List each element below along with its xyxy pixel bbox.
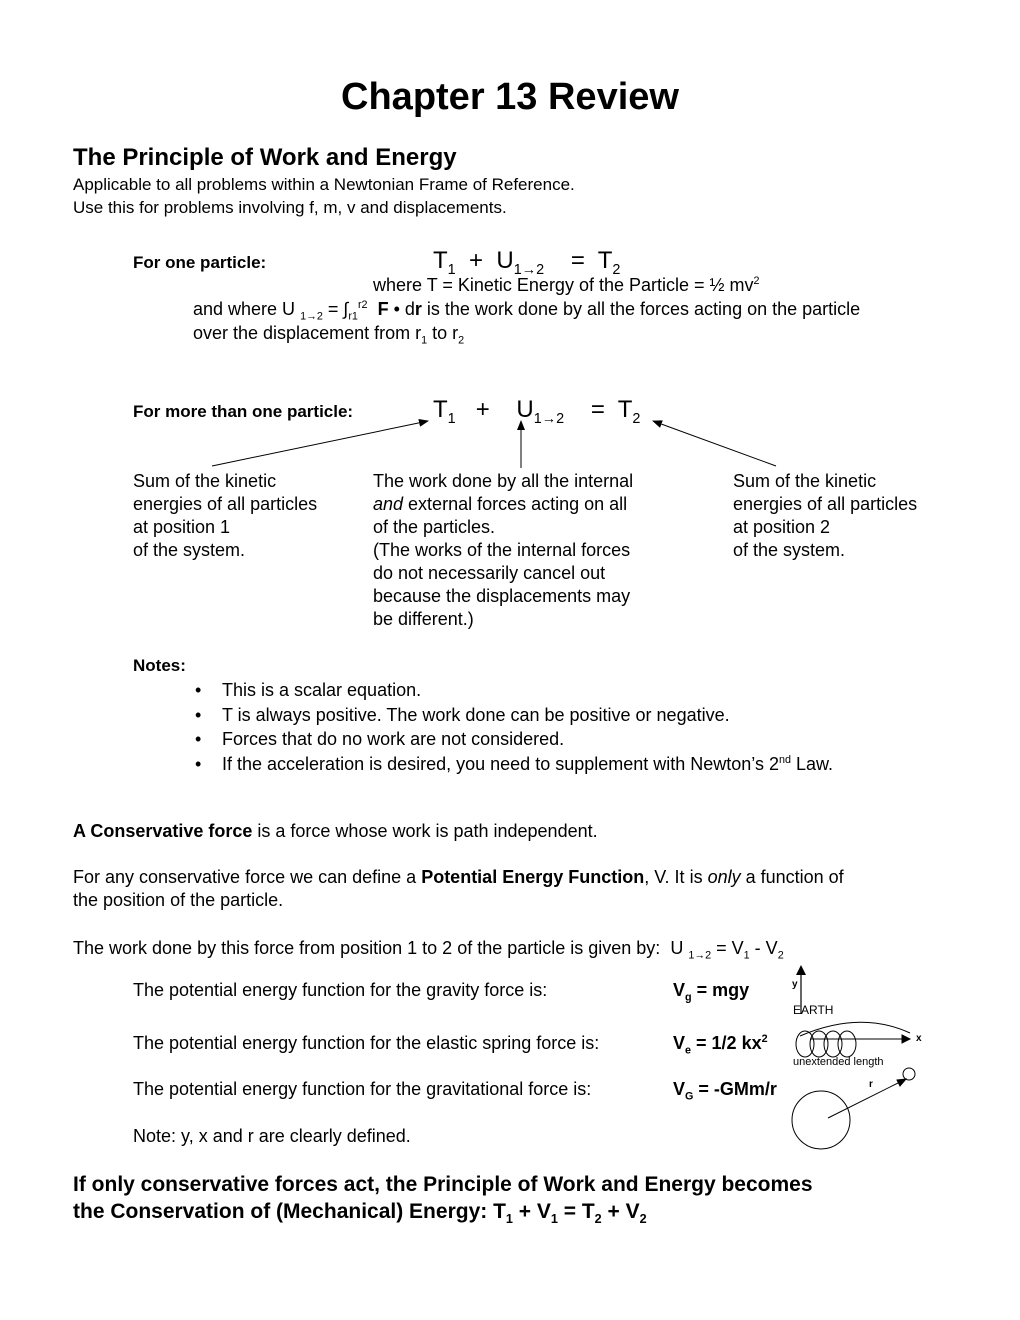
arrow-to-t1 bbox=[212, 421, 428, 466]
arrow-to-t2 bbox=[653, 421, 776, 466]
gravity-function-text: The potential energy function for the gravity force is: bbox=[133, 980, 548, 1000]
notes-label: Notes: bbox=[133, 656, 186, 675]
work-definition: and where U $_{1\to 2} = \int_{r1}^{r2}$ F • dr is the work done by all the forces acting on the particle bbox=[193, 299, 861, 323]
gravitational-function-text: The potential energy function for the gravitational force is: bbox=[133, 1079, 592, 1099]
defined-note: Note: y, x and r are clearly defined. bbox=[133, 1126, 411, 1146]
gravity-function-formula: $V_g$ = mgy bbox=[673, 980, 750, 1004]
one-particle-equation: $T_1 + U_{1\to 2}$ = $T_2$ bbox=[433, 247, 621, 278]
one-particle-label: For one particle: bbox=[133, 253, 267, 272]
page-title: Chapter 13 Review bbox=[341, 76, 679, 118]
section-heading: The Principle of Work and Energy bbox=[73, 144, 457, 171]
gravitational-function-formula: $V_G = -GMm/r$ bbox=[673, 1079, 777, 1103]
note-item: • If the acceleration is desired, you need to supplement with Newton’s 2nd Law. bbox=[222, 752, 833, 777]
r-label: r bbox=[869, 1079, 873, 1090]
multi-particle-equation: $T_1$ + $U_{1\to 2}$ = $T_2$ bbox=[433, 396, 641, 427]
x-axis-label: x bbox=[916, 1033, 922, 1044]
kinetic-energy-definition: where T = Kinetic Energy of the Particle = ½ $mv^2$ bbox=[373, 275, 760, 295]
earth-label: EARTH bbox=[793, 1003, 834, 1017]
conservation-heading-2: the Conservation of (Mechanical) Energy: $T_1 + V_1 = T_2 + V_2$ bbox=[73, 1200, 647, 1227]
spring-function-text: The potential energy function for the elastic spring force is: bbox=[133, 1033, 600, 1053]
note-item: • T is always positive. The work done can be positive or negative. bbox=[222, 703, 833, 728]
column-sum-position-1: Sum of the kinetic energies of all particles at position 1 of the system. bbox=[133, 471, 318, 560]
column-sum-position-2: Sum of the kinetic energies of all particles at position 2 of the system. bbox=[733, 471, 918, 560]
note-item: • Forces that do no work are not considered. bbox=[222, 727, 833, 752]
intro-line-1: Applicable to all problems within a Newtonian Frame of Reference. bbox=[73, 175, 575, 194]
conservation-heading-1: If only conservative forces act, the Principle of Work and Energy becomes bbox=[73, 1173, 813, 1196]
column-work-done: The work done by all the internal and external forces acting on all of the particles. (The works of the internal forces do not necessarily cancel out because the displacements may be different.) bbox=[373, 471, 634, 629]
gravitational-diagram bbox=[792, 1068, 915, 1149]
notes-list bbox=[222, 678, 833, 776]
spring-diagram bbox=[796, 1022, 910, 1057]
multi-particle-label: For more than one particle: bbox=[133, 402, 354, 421]
spring-function-formula: $V_e = 1/2$ $kx^2$ bbox=[673, 1033, 768, 1057]
intro-line-2: Use this for problems involving f, m, v and displacements. bbox=[73, 198, 507, 217]
displacement-line: over the displacement from $r_1$ to $r_2$ bbox=[193, 323, 465, 347]
unextended-length-label: unextended length bbox=[793, 1056, 884, 1068]
conservative-force-definition: A Conservative force is a force whose work is path independent. bbox=[73, 821, 598, 841]
y-axis-label: y bbox=[792, 979, 798, 990]
note-item: • This is a scalar equation. bbox=[222, 678, 833, 703]
potential-energy-definition-2: the position of the particle. bbox=[73, 890, 284, 910]
work-by-conservative-force: The work done by this force from position 1 to 2 of the particle is given by: U $_{1\to 2} = V_1 - V_2$ bbox=[73, 938, 784, 962]
potential-energy-definition: For any conservative force we can define a Potential Energy Function, V. It is only a function of bbox=[73, 867, 844, 887]
